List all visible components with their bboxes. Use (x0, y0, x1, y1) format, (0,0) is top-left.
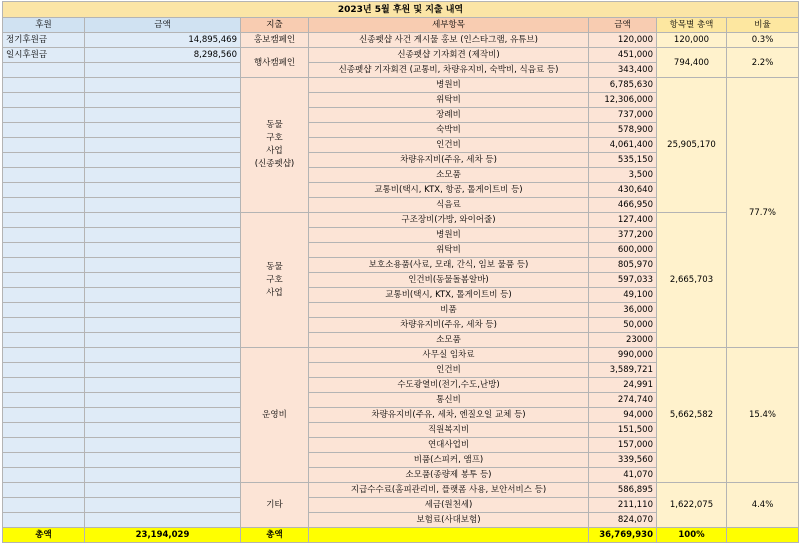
category-label-line: 사업 (266, 146, 283, 156)
category-etc: 기타 (241, 483, 309, 528)
empty-cell (727, 528, 799, 543)
empty-cell (3, 303, 85, 318)
detail-amount: 824,070 (589, 513, 657, 528)
detail-item: 신종펫샵 사건 게시물 홍보 (인스타그램, 유튜브) (309, 33, 589, 48)
detail-item: 신종펫샵 기자회견 (제작비) (309, 48, 589, 63)
empty-cell (85, 483, 241, 498)
item-total: 5,662,582 (657, 348, 727, 483)
detail-item: 구조장비(가방, 와이어줄) (309, 213, 589, 228)
detail-amount: 274,740 (589, 393, 657, 408)
empty-cell (85, 303, 241, 318)
detail-amount: 6,785,630 (589, 78, 657, 93)
empty-cell (3, 213, 85, 228)
detail-amount: 50,000 (589, 318, 657, 333)
empty-cell (85, 498, 241, 513)
empty-cell (3, 348, 85, 363)
empty-cell (3, 468, 85, 483)
empty-cell (85, 93, 241, 108)
empty-cell (85, 438, 241, 453)
empty-cell (3, 498, 85, 513)
detail-item: 교통비(택시, KTX, 톨게이트비 등) (309, 288, 589, 303)
empty-cell (85, 348, 241, 363)
detail-amount: 41,070 (589, 468, 657, 483)
table-row (3, 213, 799, 228)
table-row (3, 78, 799, 93)
detail-amount: 451,000 (589, 48, 657, 63)
item-total: 2,665,703 (657, 213, 727, 348)
detail-amount: 586,895 (589, 483, 657, 498)
empty-cell (309, 528, 589, 543)
empty-cell (85, 153, 241, 168)
empty-cell (3, 153, 85, 168)
empty-cell (3, 183, 85, 198)
empty-cell (3, 63, 85, 78)
empty-cell (3, 363, 85, 378)
ratio-total: 100% (657, 528, 727, 543)
expense-total: 36,769,930 (589, 528, 657, 543)
detail-item: 차량유지비(주유, 세차 등) (309, 153, 589, 168)
header-expense: 지출 (241, 18, 309, 33)
detail-amount: 600,000 (589, 243, 657, 258)
empty-cell (3, 288, 85, 303)
empty-cell (85, 168, 241, 183)
category-animal-rescue (241, 213, 309, 348)
detail-amount: 36,000 (589, 303, 657, 318)
header-ratio: 비율 (727, 18, 799, 33)
empty-cell (85, 363, 241, 378)
detail-amount: 578,900 (589, 123, 657, 138)
empty-cell (85, 333, 241, 348)
donation-label: 일시후원금 (3, 48, 85, 63)
empty-cell (85, 138, 241, 153)
table-title: 2023년 5월 후원 및 지출 내역 (3, 2, 799, 18)
empty-cell (3, 168, 85, 183)
detail-item: 직원복지비 (309, 423, 589, 438)
empty-cell (85, 378, 241, 393)
ratio: 4.4% (727, 483, 799, 528)
empty-cell (85, 453, 241, 468)
item-total: 25,905,170 (657, 78, 727, 213)
detail-amount: 94,000 (589, 408, 657, 423)
empty-cell (3, 108, 85, 123)
detail-amount: 49,100 (589, 288, 657, 303)
category-label-line: 동물 (266, 261, 283, 272)
detail-amount: 4,061,400 (589, 138, 657, 153)
ratio: 2.2% (727, 48, 799, 78)
empty-cell (3, 408, 85, 423)
empty-cell (3, 228, 85, 243)
total-label: 총액 (3, 528, 85, 543)
ratio: 0.3% (727, 33, 799, 48)
empty-cell (85, 213, 241, 228)
detail-amount: 535,150 (589, 153, 657, 168)
empty-cell (3, 423, 85, 438)
category-label-line: (신종펫샵) (254, 159, 295, 169)
table-row (3, 348, 799, 363)
detail-item: 연대사업비 (309, 438, 589, 453)
detail-item: 병원비 (309, 228, 589, 243)
category-promo: 홍보캠페인 (241, 33, 309, 48)
detail-item: 위탁비 (309, 93, 589, 108)
donation-amount: 8,298,560 (85, 48, 241, 63)
detail-item: 소모품 (309, 168, 589, 183)
header-item-total: 항목별 총액 (657, 18, 727, 33)
detail-amount: 597,033 (589, 273, 657, 288)
detail-item: 신종펫샵 기자회견 (교통비, 차량유지비, 숙박비, 식음료 등) (309, 63, 589, 78)
detail-item: 숙박비 (309, 123, 589, 138)
header-donation: 후원 (3, 18, 85, 33)
detail-amount: 737,000 (589, 108, 657, 123)
empty-cell (85, 423, 241, 438)
header-amount: 금액 (85, 18, 241, 33)
detail-item: 사무실 임차료 (309, 348, 589, 363)
detail-item: 비품(스피커, 앰프) (309, 453, 589, 468)
empty-cell (85, 393, 241, 408)
spreadsheet (2, 1, 798, 540)
table-row (3, 33, 799, 48)
empty-cell (85, 318, 241, 333)
category-label-line: 사업 (266, 287, 283, 298)
empty-cell (3, 483, 85, 498)
category-label-line: 구호 (266, 274, 283, 285)
empty-cell (85, 78, 241, 93)
empty-cell (85, 243, 241, 258)
table-row (3, 48, 799, 63)
empty-cell (3, 93, 85, 108)
detail-item: 보호소용품(사료, 모래, 간식, 임보 물품 등) (309, 258, 589, 273)
detail-amount: 3,589,721 (589, 363, 657, 378)
detail-item: 통신비 (309, 393, 589, 408)
detail-item: 인건비 (309, 138, 589, 153)
empty-cell (3, 258, 85, 273)
detail-item: 식음료 (309, 198, 589, 213)
detail-item: 보험료(사대보험) (309, 513, 589, 528)
item-total: 794,400 (657, 48, 727, 78)
empty-cell (85, 258, 241, 273)
detail-item: 장례비 (309, 108, 589, 123)
detail-item: 인건비 (309, 363, 589, 378)
detail-item: 비품 (309, 303, 589, 318)
detail-item: 차량유지비(주유, 세차 등) (309, 318, 589, 333)
category-label-line: 구호 (266, 133, 283, 143)
empty-cell (3, 378, 85, 393)
detail-amount: 3,500 (589, 168, 657, 183)
empty-cell (3, 138, 85, 153)
empty-cell (85, 468, 241, 483)
detail-amount: 151,500 (589, 423, 657, 438)
empty-cell (3, 273, 85, 288)
donation-amount: 14,895,469 (85, 33, 241, 48)
detail-item: 교통비(택시, KTX, 항공, 톨게이트비 등) (309, 183, 589, 198)
detail-item: 병원비 (309, 78, 589, 93)
donation-total: 23,194,029 (85, 528, 241, 543)
empty-cell (3, 393, 85, 408)
table-row (3, 483, 799, 498)
header-detail: 세부항목 (309, 18, 589, 33)
category-operations: 운영비 (241, 348, 309, 483)
total-label-expense: 총액 (241, 528, 309, 543)
detail-amount: 466,950 (589, 198, 657, 213)
detail-amount: 430,640 (589, 183, 657, 198)
detail-amount: 990,000 (589, 348, 657, 363)
empty-cell (85, 408, 241, 423)
item-total: 1,622,075 (657, 483, 727, 528)
empty-cell (85, 198, 241, 213)
empty-cell (85, 63, 241, 78)
empty-cell (3, 243, 85, 258)
total-row (3, 528, 799, 543)
empty-cell (85, 273, 241, 288)
detail-amount: 24,991 (589, 378, 657, 393)
detail-amount: 127,400 (589, 213, 657, 228)
detail-item: 인건비(동물돌봄알바) (309, 273, 589, 288)
empty-cell (85, 228, 241, 243)
header-expense-amount: 금액 (589, 18, 657, 33)
category-animal-rescue-petshop (241, 78, 309, 213)
detail-item: 세금(원천세) (309, 498, 589, 513)
detail-amount: 211,110 (589, 498, 657, 513)
empty-cell (85, 288, 241, 303)
detail-amount: 23000 (589, 333, 657, 348)
empty-cell (3, 513, 85, 528)
detail-amount: 343,400 (589, 63, 657, 78)
detail-item: 수도광열비(전기,수도,난방) (309, 378, 589, 393)
empty-cell (85, 513, 241, 528)
empty-cell (3, 318, 85, 333)
detail-amount: 12,306,000 (589, 93, 657, 108)
detail-item: 차량유지비(주유, 세차, 엔질오일 교체 등) (309, 408, 589, 423)
item-total: 120,000 (657, 33, 727, 48)
donation-label: 정기후원금 (3, 33, 85, 48)
empty-cell (85, 183, 241, 198)
detail-amount: 157,000 (589, 438, 657, 453)
detail-item: 위탁비 (309, 243, 589, 258)
detail-item: 지급수수료(홈피관리비, 플랫폼 사용, 보안서비스 등) (309, 483, 589, 498)
empty-cell (3, 453, 85, 468)
detail-item: 소모품(종량제 봉투 등) (309, 468, 589, 483)
empty-cell (85, 108, 241, 123)
ratio: 15.4% (727, 348, 799, 483)
donation-expense-table (2, 1, 799, 543)
category-label-line: 동물 (266, 120, 283, 130)
ratio: 77.7% (727, 78, 799, 348)
empty-cell (3, 333, 85, 348)
detail-amount: 377,200 (589, 228, 657, 243)
detail-amount: 339,560 (589, 453, 657, 468)
category-event: 행사캠페인 (241, 48, 309, 78)
empty-cell (3, 123, 85, 138)
empty-cell (85, 123, 241, 138)
empty-cell (3, 198, 85, 213)
detail-amount: 805,970 (589, 258, 657, 273)
detail-amount: 120,000 (589, 33, 657, 48)
empty-cell (3, 438, 85, 453)
empty-cell (3, 78, 85, 93)
detail-item: 소모품 (309, 333, 589, 348)
